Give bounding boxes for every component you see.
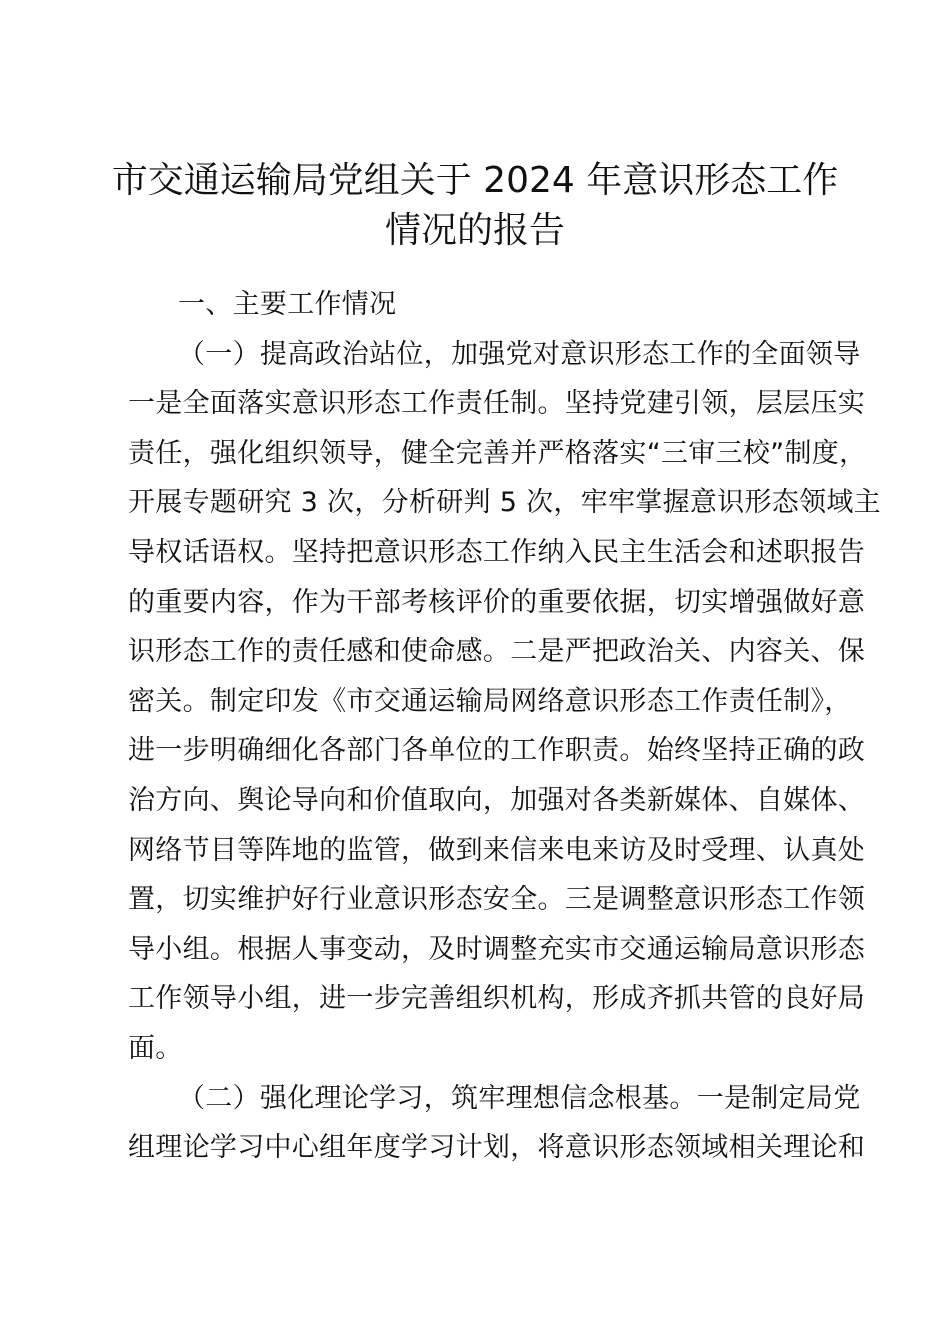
body-line: 一是全面落实意识形态工作责任制。坚持党建引领，层层压实 — [128, 388, 866, 420]
body-line: 组理论学习中心组年度学习计划，将意识形态领域相关理论和 — [128, 1132, 866, 1164]
body-line: 工作领导小组，进一步完善组织机构，形成齐抓共管的良好局 — [128, 983, 866, 1015]
report-title-line-1: 市交通运输局党组关于 2024 年意识形态工作 — [111, 160, 839, 201]
body-line: 导小组。根据人事变动，及时调整充实市交通运输局意识形态 — [128, 933, 866, 965]
body-line: 责任，强化组织领导，健全完善并严格落实“三审三校”制度， — [128, 437, 867, 469]
body-line: 网络节目等阵地的监管，做到来信来电来访及时受理、认真处 — [128, 834, 866, 866]
subsection-heading-1: （一）提高政治站位，加强党对意识形态工作的全面领导 — [178, 338, 861, 370]
body-line: 面。 — [128, 1032, 183, 1064]
report-body — [128, 280, 881, 1173]
section-heading-main-work: 一、主要工作情况 — [178, 289, 397, 320]
report-title-line-2: 情况的报告 — [384, 210, 565, 251]
body-line: 密关。制定印发《市交通运输局网络意识形态工作责任制》， — [128, 685, 852, 717]
body-line: 开展专题研究 3 次，分析研判 5 次，牢牢掌握意识形态领域主 — [128, 487, 881, 519]
body-line: 进一步明确细化各部门各单位的工作职责。始终坚持正确的政 — [128, 735, 866, 767]
subsection-heading-2: （二）强化理论学习，筑牢理想信念根基。一是制定局党 — [178, 1082, 861, 1114]
body-line: 治方向、舆论导向和价值取向，加强对各类新媒体、自媒体、 — [128, 784, 866, 816]
body-line: 置，切实维护好行业意识形态安全。三是调整意识形态工作领 — [128, 884, 866, 916]
body-line: 的重要内容，作为干部考核评价的重要依据，切实增强做好意 — [128, 586, 866, 618]
body-line: 识形态工作的责任感和使命感。二是严把政治关、内容关、保 — [128, 636, 866, 668]
body-line: 导权话语权。坚持把意识形态工作纳入民主生活会和述职报告 — [128, 536, 866, 568]
